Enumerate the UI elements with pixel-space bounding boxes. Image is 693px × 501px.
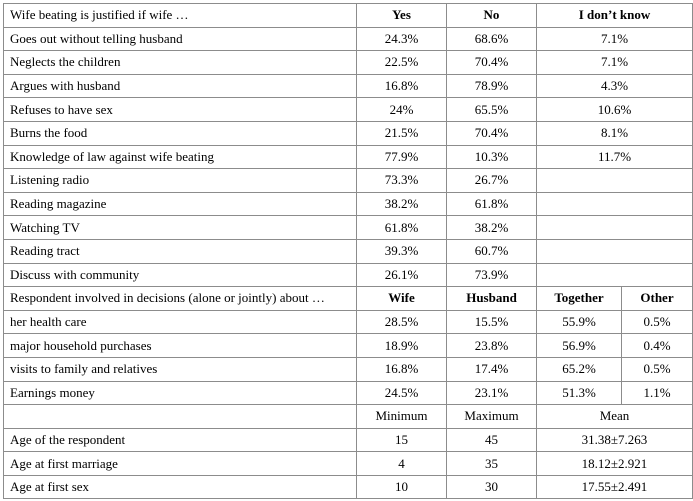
no-value: 60.7% (447, 239, 537, 263)
other-value: 0.4% (622, 334, 693, 358)
no-value: 78.9% (447, 74, 537, 98)
dont-know-value: 8.1% (537, 121, 693, 145)
justification-row (4, 263, 693, 287)
wife-value: 18.9% (357, 334, 447, 358)
yes-value: 61.8% (357, 216, 447, 240)
justification-row (4, 51, 693, 75)
decisions-header-label: Respondent involved in decisions (alone or jointly) about … (4, 287, 357, 311)
survey-table (3, 3, 693, 499)
no-header: No (447, 4, 537, 28)
no-value: 65.5% (447, 98, 537, 122)
together-value: 56.9% (537, 334, 622, 358)
no-value: 61.8% (447, 192, 537, 216)
justification-header-label: Wife beating is justified if wife … (4, 4, 357, 28)
yes-value: 73.3% (357, 169, 447, 193)
age-stats-header-row (4, 405, 693, 429)
justification-row (4, 121, 693, 145)
justification-row (4, 74, 693, 98)
justification-row (4, 192, 693, 216)
maximum-value: 35 (447, 452, 537, 476)
yes-value: 26.1% (357, 263, 447, 287)
row-label: Knowledge of law against wife beating (4, 145, 357, 169)
dont-know-value: 11.7% (537, 145, 693, 169)
justification-row (4, 216, 693, 240)
age-stats-row (4, 475, 693, 499)
row-label: her health care (4, 310, 357, 334)
age-stats-row (4, 452, 693, 476)
minimum-value: 4 (357, 452, 447, 476)
mean-header: Mean (537, 405, 693, 429)
row-label: Listening radio (4, 169, 357, 193)
row-label: Discuss with community (4, 263, 357, 287)
dont-know-value: 10.6% (537, 98, 693, 122)
row-label: Age at first marriage (4, 452, 357, 476)
no-value: 26.7% (447, 169, 537, 193)
together-value: 51.3% (537, 381, 622, 405)
other-value: 0.5% (622, 357, 693, 381)
row-label: Reading tract (4, 239, 357, 263)
yes-value: 77.9% (357, 145, 447, 169)
no-value: 70.4% (447, 121, 537, 145)
justification-row (4, 98, 693, 122)
wife-header: Wife (357, 287, 447, 311)
row-label: visits to family and relatives (4, 357, 357, 381)
husband-value: 17.4% (447, 357, 537, 381)
wife-value: 28.5% (357, 310, 447, 334)
dont-know-value: 7.1% (537, 27, 693, 51)
mean-value: 18.12±2.921 (537, 452, 693, 476)
justification-row (4, 145, 693, 169)
maximum-header: Maximum (447, 405, 537, 429)
other-value: 1.1% (622, 381, 693, 405)
survey-table-body (4, 4, 693, 499)
justification-header-row (4, 4, 693, 28)
row-label: Reading magazine (4, 192, 357, 216)
decision-row (4, 310, 693, 334)
dont-know-value: 4.3% (537, 74, 693, 98)
row-label: Watching TV (4, 216, 357, 240)
wife-value: 16.8% (357, 357, 447, 381)
decisions-header-row (4, 287, 693, 311)
yes-value: 24.3% (357, 27, 447, 51)
row-label: Neglects the children (4, 51, 357, 75)
age-stats-row (4, 428, 693, 452)
row-label: Age at first sex (4, 475, 357, 499)
justification-row (4, 27, 693, 51)
row-label: Earnings money (4, 381, 357, 405)
no-value: 10.3% (447, 145, 537, 169)
minimum-header: Minimum (357, 405, 447, 429)
maximum-value: 30 (447, 475, 537, 499)
wife-value: 24.5% (357, 381, 447, 405)
together-header: Together (537, 287, 622, 311)
mean-value: 31.38±7.263 (537, 428, 693, 452)
together-value: 65.2% (537, 357, 622, 381)
yes-value: 38.2% (357, 192, 447, 216)
dont-know-value (537, 239, 693, 263)
no-value: 68.6% (447, 27, 537, 51)
row-label: major household purchases (4, 334, 357, 358)
dont-know-value (537, 169, 693, 193)
mean-value: 17.55±2.491 (537, 475, 693, 499)
husband-value: 15.5% (447, 310, 537, 334)
other-header: Other (622, 287, 693, 311)
dont-know-value: 7.1% (537, 51, 693, 75)
row-label: Argues with husband (4, 74, 357, 98)
row-label: Burns the food (4, 121, 357, 145)
decision-row (4, 357, 693, 381)
other-value: 0.5% (622, 310, 693, 334)
no-value: 73.9% (447, 263, 537, 287)
together-value: 55.9% (537, 310, 622, 334)
yes-value: 16.8% (357, 74, 447, 98)
minimum-value: 10 (357, 475, 447, 499)
husband-header: Husband (447, 287, 537, 311)
minimum-value: 15 (357, 428, 447, 452)
row-label: Age of the respondent (4, 428, 357, 452)
husband-value: 23.8% (447, 334, 537, 358)
dont-know-value (537, 263, 693, 287)
decision-row (4, 381, 693, 405)
yes-value: 39.3% (357, 239, 447, 263)
decision-row (4, 334, 693, 358)
yes-value: 22.5% (357, 51, 447, 75)
row-label: Goes out without telling husband (4, 27, 357, 51)
yes-header: Yes (357, 4, 447, 28)
no-value: 70.4% (447, 51, 537, 75)
no-value: 38.2% (447, 216, 537, 240)
maximum-value: 45 (447, 428, 537, 452)
yes-value: 24% (357, 98, 447, 122)
age-stats-header-label (4, 405, 357, 429)
husband-value: 23.1% (447, 381, 537, 405)
dont-know-value (537, 216, 693, 240)
dont-know-header: I don’t know (537, 4, 693, 28)
row-label: Refuses to have sex (4, 98, 357, 122)
justification-row (4, 239, 693, 263)
dont-know-value (537, 192, 693, 216)
yes-value: 21.5% (357, 121, 447, 145)
justification-row (4, 169, 693, 193)
